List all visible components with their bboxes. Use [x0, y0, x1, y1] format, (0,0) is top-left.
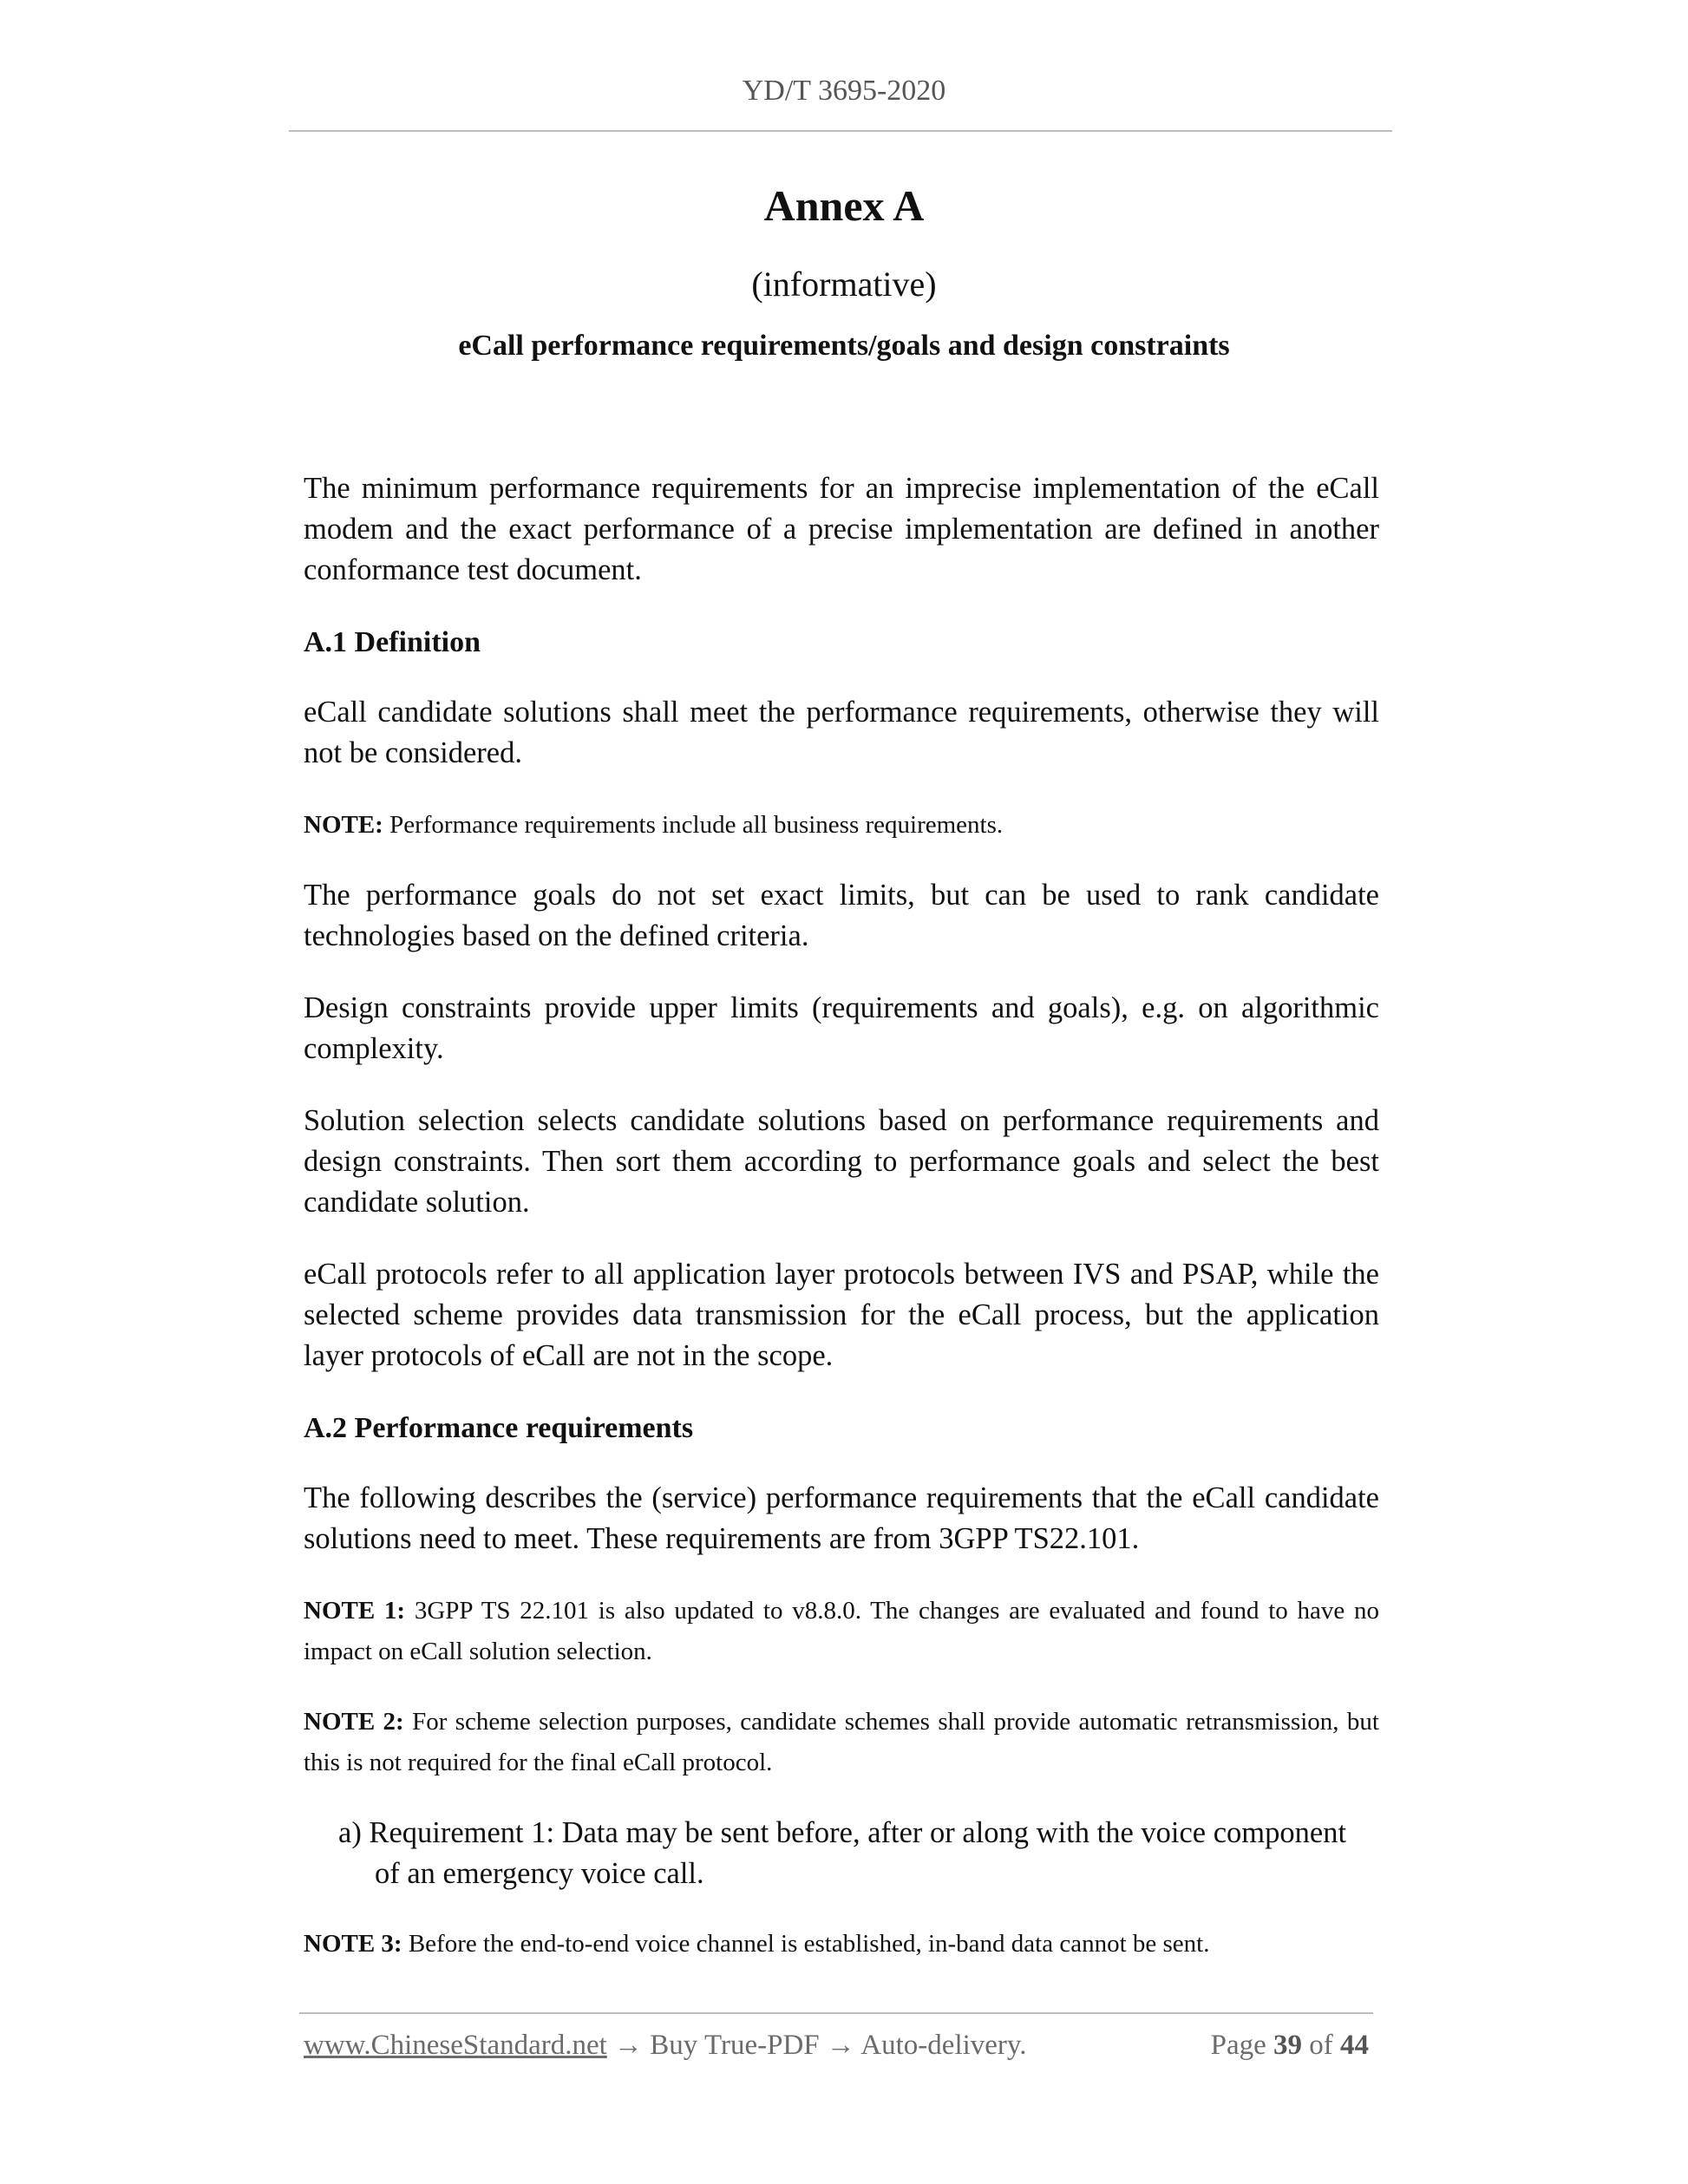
section-a1-title: A.1 Definition [304, 626, 481, 658]
annex-heading: eCall performance requirements/goals and design constraints [458, 330, 1230, 362]
note-1 [304, 1591, 1379, 1672]
page-indicator [1211, 2030, 1369, 2062]
paragraph: eCall candidate solutions shall meet the performance requirements, otherwise they will not be considered. [304, 696, 1379, 769]
page-label: Page [1210, 2030, 1266, 2061]
note-3 [304, 1924, 1379, 1965]
note-label: NOTE: [304, 811, 383, 839]
section-a2-title: A.2 Performance requirements [304, 1412, 694, 1444]
footer-divider [299, 2012, 1373, 2014]
page-number: 39 [1273, 2030, 1302, 2061]
footer-text: → Buy True-PDF → Auto-delivery. [606, 2030, 1027, 2061]
note-label: NOTE 1: [304, 1597, 406, 1625]
note-2 [304, 1702, 1379, 1783]
annex-title: Annex A [763, 181, 925, 230]
note-text: Before the end-to-end voice channel is established, in-band data cannot be sent. [402, 1930, 1210, 1958]
header-divider [289, 130, 1392, 132]
paragraph: Solution selection selects candidate solutions based on performance requirements and design constraints. Then sort them according to performance goals and select the best candidate solution. [304, 1104, 1379, 1219]
paragraph: eCall protocols refer to all application layer protocols between IVS and PSAP, while the selected scheme provides data transmission for the eCall process, but the application layer protocols of eCall are not in the scope. [304, 1258, 1379, 1372]
list-item-line: a) Requirement 1: Data may be sent before, after or along with the voice component [338, 1816, 1347, 1849]
page-total: 44 [1340, 2030, 1369, 2061]
annex-subtitle: (informative) [751, 265, 937, 304]
note-text: Performance requirements include all business requirements. [383, 811, 1004, 839]
note-text: 3GPP TS 22.101 is also updated to v8.8.0. The changes are evaluated and found to have no impact on eCall solution selection. [304, 1597, 1379, 1665]
paragraph: The performance goals do not set exact limits, but can be used to rank candidate technologies based on the defined criteria. [304, 879, 1379, 952]
site-link[interactable]: www.ChineseStandard.net [304, 2030, 607, 2061]
list-item-continuation: of an emergency voice call. [375, 1857, 704, 1890]
note-label: NOTE 2: [304, 1708, 404, 1736]
note [304, 805, 1379, 846]
note-text: For scheme selection purposes, candidate schemes shall provide automatic retransmission, but this is not required for the final eCall protocol. [304, 1708, 1379, 1776]
requirement-item-a [304, 1813, 1379, 1894]
document-body [304, 468, 1379, 1994]
intro-paragraph: The minimum performance requirements for an imprecise implementation of the eCall modem and the exact performance of a precise implementation are defined in another conformance test document. [304, 472, 1379, 586]
paragraph: Design constraints provide upper limits (requirements and goals), e.g. on algorithmic complexity. [304, 991, 1379, 1065]
note-label: NOTE 3: [304, 1930, 402, 1958]
document-code: YD/T 3695-2020 [742, 75, 946, 107]
of-label: of [1309, 2030, 1333, 2061]
paragraph: The following describes the (service) performance requirements that the eCall candidate solutions need to meet. These requirements are from 3GPP TS22.101. [304, 1481, 1379, 1555]
